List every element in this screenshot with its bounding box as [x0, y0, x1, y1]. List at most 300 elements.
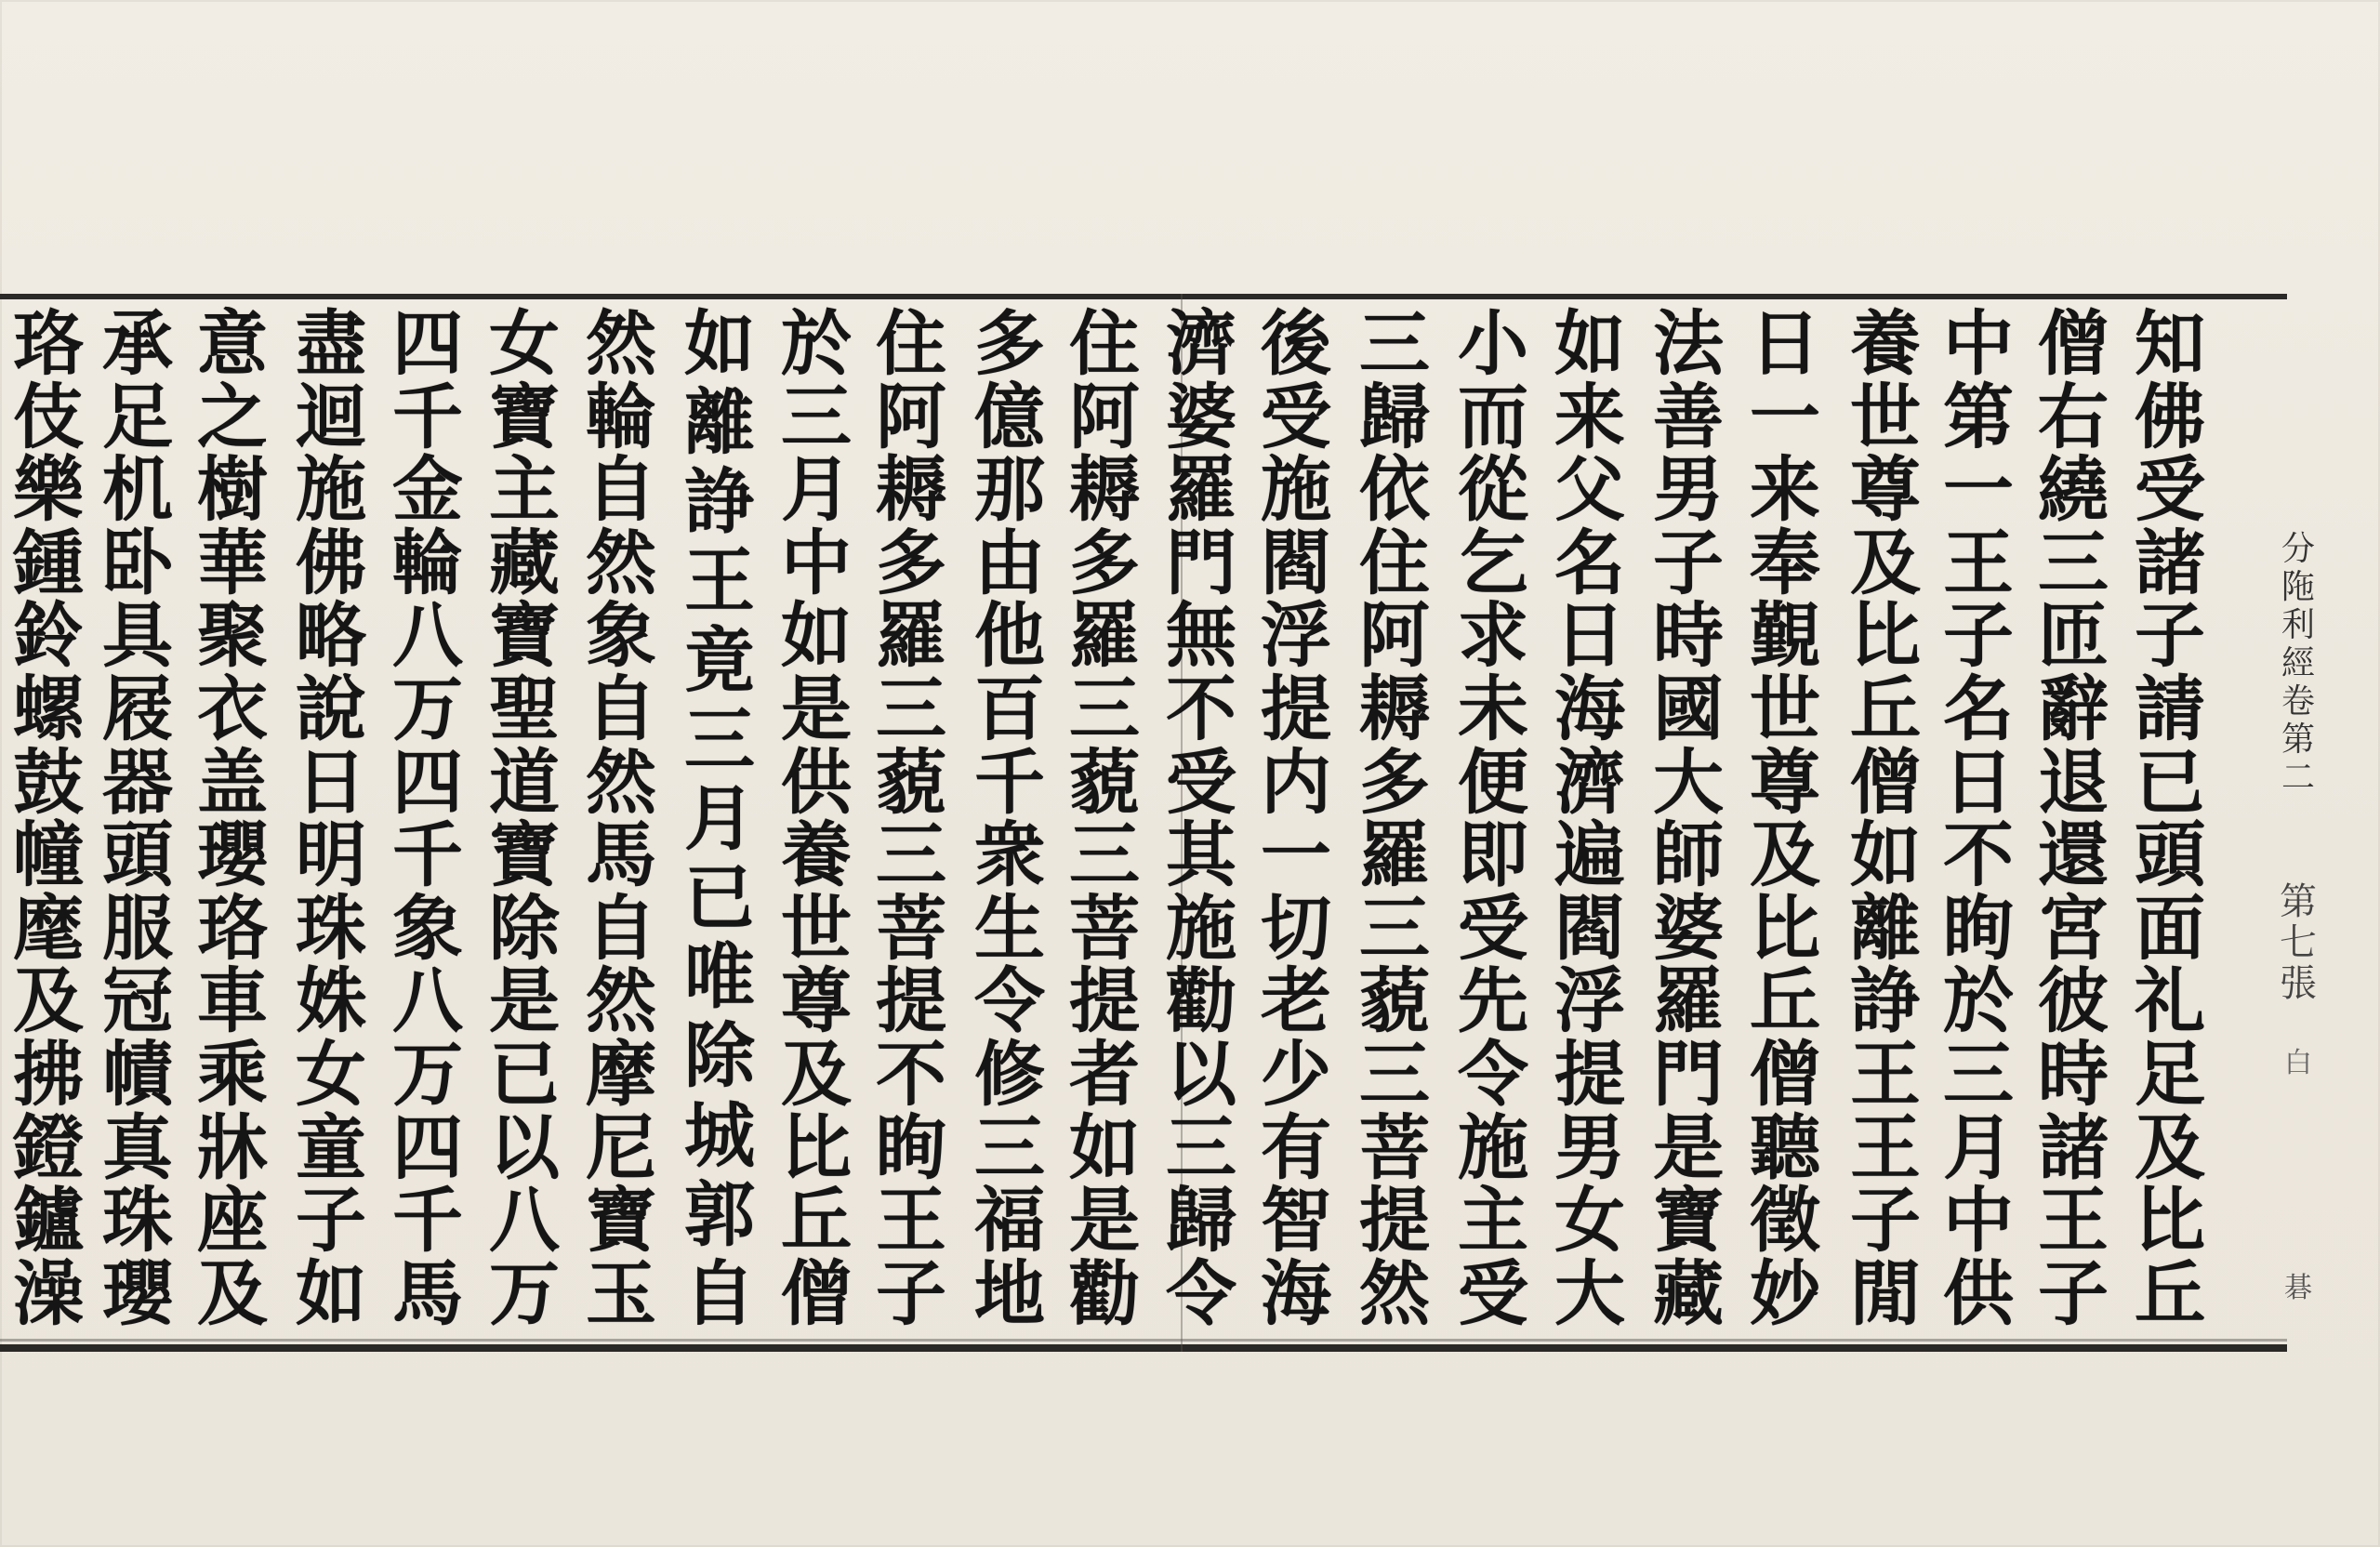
glyph: 珞 — [13, 302, 84, 385]
glyph: 佛 — [296, 521, 366, 604]
margin-sutra-title — [2272, 530, 2324, 797]
glyph: 那 — [974, 448, 1045, 532]
text-column — [863, 302, 959, 1335]
margin-glyph: 卷 — [2281, 682, 2315, 721]
glyph: 藐 — [876, 740, 946, 824]
glyph: 受 — [1261, 375, 1331, 458]
glyph: 三 — [974, 1105, 1045, 1189]
glyph: 地 — [974, 1251, 1045, 1335]
glyph: 丘 — [781, 1179, 852, 1263]
glyph: 三 — [1166, 1105, 1236, 1189]
glyph: 象 — [586, 594, 656, 678]
glyph: 閻 — [1261, 521, 1331, 604]
glyph: 藏 — [489, 521, 560, 604]
glyph: 子 — [876, 1251, 946, 1335]
glyph: 城 — [684, 1093, 755, 1177]
glyph: 女 — [1554, 1179, 1625, 1263]
glyph: 施 — [296, 448, 366, 532]
glyph: 然 — [586, 740, 656, 824]
glyph: 離 — [684, 381, 755, 465]
glyph: 三 — [1359, 302, 1430, 385]
glyph: 受 — [2135, 448, 2205, 532]
text-column — [671, 302, 768, 1335]
glyph: 尊 — [1750, 740, 1820, 824]
glyph: 提 — [1069, 959, 1140, 1043]
glyph: 如 — [684, 302, 755, 385]
glyph: 千 — [392, 375, 463, 458]
glyph: 金 — [392, 448, 463, 532]
glyph: 丘 — [1750, 959, 1820, 1043]
glyph: 佛 — [2135, 375, 2205, 458]
glyph: 王 — [1850, 1033, 1921, 1117]
glyph: 輪 — [392, 521, 463, 604]
margin-notes — [2272, 530, 2324, 1329]
glyph: 比 — [781, 1105, 852, 1189]
glyph: 三 — [1943, 1033, 2014, 1117]
glyph: 乞 — [1458, 521, 1528, 604]
glyph: 諸 — [2135, 521, 2205, 604]
glyph: 他 — [974, 594, 1045, 678]
glyph: 馬 — [392, 1251, 463, 1335]
glyph: 面 — [2135, 886, 2205, 970]
glyph: 令 — [1166, 1251, 1236, 1335]
glyph: 一 — [1750, 375, 1820, 458]
glyph: 諍 — [684, 460, 755, 544]
glyph: 子 — [296, 1179, 366, 1263]
glyph: 閻 — [1554, 886, 1625, 970]
glyph: 比 — [1850, 594, 1921, 678]
glyph: 施 — [1261, 448, 1331, 532]
glyph: 尊 — [1850, 448, 1921, 532]
glyph: 有 — [1261, 1105, 1331, 1189]
margin-glyph: 張 — [2280, 962, 2317, 1005]
glyph: 象 — [392, 886, 463, 970]
glyph: 摩 — [586, 1033, 656, 1117]
glyph: 月 — [781, 448, 852, 532]
margin-glyph: 七 — [2280, 921, 2317, 964]
glyph: 鐙 — [13, 1105, 84, 1189]
glyph: 徵 — [1750, 1179, 1820, 1263]
glyph: 耨 — [1359, 668, 1430, 751]
glyph: 多 — [974, 302, 1045, 385]
text-column — [1445, 302, 1541, 1335]
glyph: 幢 — [13, 813, 84, 897]
glyph: 螺 — [13, 668, 84, 751]
glyph: 盖 — [197, 740, 268, 824]
glyph: 礼 — [2135, 959, 2205, 1043]
glyph: 頭 — [2135, 813, 2205, 897]
glyph: 一 — [1943, 448, 2014, 532]
margin-glyph: 分 — [2281, 530, 2315, 568]
glyph: 已 — [2135, 740, 2205, 824]
glyph: 後 — [1261, 302, 1331, 385]
glyph: 聖 — [489, 668, 560, 751]
glyph: 子 — [1943, 594, 2014, 678]
glyph: 麾 — [13, 886, 84, 970]
glyph: 自 — [684, 1251, 755, 1335]
glyph: 法 — [1653, 302, 1724, 385]
glyph: 真 — [102, 1105, 173, 1189]
text-column — [1056, 302, 1153, 1335]
glyph: 万 — [392, 1033, 463, 1117]
glyph: 意 — [197, 302, 268, 385]
glyph: 修 — [974, 1033, 1045, 1117]
glyph: 覲 — [1750, 594, 1820, 678]
glyph: 令 — [1458, 1033, 1528, 1117]
glyph: 藐 — [1359, 959, 1430, 1043]
glyph: 宮 — [2038, 886, 2109, 970]
glyph: 億 — [974, 375, 1045, 458]
glyph: 馬 — [586, 813, 656, 897]
glyph: 僧 — [2038, 302, 2109, 385]
glyph: 菩 — [1359, 1105, 1430, 1189]
glyph: 世 — [1750, 668, 1820, 751]
glyph: 中 — [781, 521, 852, 604]
glyph: 少 — [1261, 1033, 1331, 1117]
glyph: 還 — [2038, 813, 2109, 897]
glyph: 寶 — [489, 813, 560, 897]
glyph: 中 — [1943, 1179, 2014, 1263]
glyph: 名 — [1554, 521, 1625, 604]
glyph: 辭 — [2038, 668, 2109, 751]
glyph: 從 — [1458, 448, 1528, 532]
margin-glyph: 第 — [2280, 880, 2317, 923]
glyph: 多 — [876, 521, 946, 604]
glyph: 大 — [1653, 740, 1724, 824]
glyph: 三 — [2038, 521, 2109, 604]
glyph: 八 — [489, 1179, 560, 1263]
glyph: 百 — [974, 668, 1045, 751]
glyph: 僧 — [1850, 740, 1921, 824]
glyph: 除 — [489, 886, 560, 970]
glyph: 玉 — [586, 1251, 656, 1335]
glyph: 羅 — [1359, 813, 1430, 897]
glyph: 提 — [876, 959, 946, 1043]
glyph: 海 — [1554, 668, 1625, 751]
glyph: 時 — [2038, 1033, 2109, 1117]
glyph: 彼 — [2038, 959, 2109, 1043]
glyph: 父 — [1554, 448, 1625, 532]
glyph: 即 — [1458, 813, 1528, 897]
glyph: 千 — [392, 1179, 463, 1263]
glyph: 阿 — [1069, 375, 1140, 458]
glyph: 匝 — [2038, 594, 2109, 678]
glyph: 離 — [1850, 886, 1921, 970]
glyph: 日 — [1750, 302, 1820, 385]
printed-text-block — [0, 294, 2287, 1352]
glyph: 幘 — [102, 1033, 173, 1117]
glyph: 伎 — [13, 375, 84, 458]
text-column — [1541, 302, 1638, 1335]
glyph: 机 — [102, 448, 173, 532]
glyph: 智 — [1261, 1179, 1331, 1263]
glyph: 第 — [1943, 375, 2014, 458]
glyph: 老 — [1261, 959, 1331, 1043]
text-column — [1153, 302, 1250, 1335]
glyph: 月 — [1943, 1105, 2014, 1189]
glyph: 及 — [1850, 521, 1921, 604]
glyph: 自 — [586, 668, 656, 751]
glyph: 童 — [296, 1105, 366, 1189]
glyph: 日 — [1943, 740, 2014, 824]
margin-glyph: 利 — [2281, 606, 2315, 645]
glyph: 依 — [1359, 448, 1430, 532]
glyph: 如 — [1850, 813, 1921, 897]
glyph: 三 — [1069, 813, 1140, 897]
glyph: 及 — [13, 959, 84, 1043]
glyph: 無 — [1166, 594, 1236, 678]
glyph: 而 — [1458, 375, 1528, 458]
glyph: 阿 — [876, 375, 946, 458]
glyph: 内 — [1261, 740, 1331, 824]
text-column — [961, 302, 1058, 1335]
glyph: 者 — [1069, 1033, 1140, 1117]
glyph: 門 — [1653, 1033, 1724, 1117]
glyph: 退 — [2038, 740, 2109, 824]
text-column — [184, 302, 281, 1335]
glyph: 中 — [1943, 302, 2014, 385]
text-column — [476, 302, 573, 1335]
glyph: 聽 — [1750, 1105, 1820, 1189]
glyph: 略 — [296, 594, 366, 678]
glyph: 婆 — [1166, 375, 1236, 458]
glyph: 羅 — [1069, 594, 1140, 678]
glyph: 如 — [1554, 302, 1625, 385]
glyph: 尼 — [586, 1105, 656, 1189]
glyph: 華 — [197, 521, 268, 604]
text-column — [1640, 302, 1737, 1335]
glyph: 珠 — [296, 886, 366, 970]
glyph: 王 — [876, 1179, 946, 1263]
glyph: 福 — [974, 1179, 1045, 1263]
glyph: 以 — [489, 1105, 560, 1189]
glyph: 来 — [1554, 375, 1625, 458]
glyph: 住 — [876, 302, 946, 385]
glyph: 衆 — [974, 813, 1045, 897]
glyph: 僧 — [1750, 1033, 1820, 1117]
glyph: 提 — [1554, 1033, 1625, 1117]
glyph: 王 — [684, 539, 755, 623]
glyph: 自 — [586, 448, 656, 532]
glyph: 其 — [1166, 813, 1236, 897]
glyph: 未 — [1458, 668, 1528, 751]
glyph: 先 — [1458, 959, 1528, 1043]
text-column — [89, 302, 186, 1335]
glyph: 施 — [1166, 886, 1236, 970]
glyph: 尊 — [781, 959, 852, 1043]
glyph: 樹 — [197, 448, 268, 532]
glyph: 已 — [489, 1033, 560, 1117]
text-column — [1837, 302, 1934, 1335]
text-column — [2025, 302, 2122, 1335]
glyph: 聚 — [197, 594, 268, 678]
glyph: 知 — [2135, 302, 2205, 385]
glyph: 丘 — [2135, 1251, 2205, 1335]
text-column — [1737, 302, 1833, 1335]
glyph: 令 — [974, 959, 1045, 1043]
glyph: 車 — [197, 959, 268, 1043]
glyph: 濟 — [1554, 740, 1625, 824]
glyph: 供 — [1943, 1251, 2014, 1335]
glyph: 是 — [1069, 1179, 1140, 1263]
glyph: 一 — [1261, 813, 1331, 897]
glyph: 羅 — [1653, 959, 1724, 1043]
glyph: 竟 — [684, 618, 755, 702]
glyph: 如 — [781, 594, 852, 678]
glyph: 自 — [586, 886, 656, 970]
glyph: 女 — [296, 1033, 366, 1117]
glyph: 三 — [1069, 668, 1140, 751]
glyph: 瓔 — [102, 1251, 173, 1335]
glyph: 是 — [781, 668, 852, 751]
glyph: 衣 — [197, 668, 268, 751]
glyph: 僧 — [781, 1251, 852, 1335]
margin-leaf-number — [2272, 881, 2324, 1004]
margin-white-mark: 白 — [2284, 1047, 2312, 1079]
glyph: 器 — [102, 740, 173, 824]
glyph: 切 — [1261, 886, 1331, 970]
glyph: 多 — [1069, 521, 1140, 604]
glyph: 寶 — [489, 594, 560, 678]
glyph: 及 — [1750, 813, 1820, 897]
glyph: 王 — [2038, 1179, 2109, 1263]
glyph: 主 — [489, 448, 560, 532]
margin-glyph: 經 — [2281, 644, 2315, 683]
glyph: 主 — [1458, 1179, 1528, 1263]
glyph: 住 — [1069, 302, 1140, 385]
glyph: 月 — [684, 776, 755, 860]
glyph: 菩 — [1069, 886, 1140, 970]
glyph: 受 — [1458, 1251, 1528, 1335]
bottom-frame-line — [0, 1344, 2287, 1352]
glyph: 冠 — [102, 959, 173, 1043]
glyph: 養 — [781, 813, 852, 897]
text-column — [0, 302, 97, 1335]
glyph: 万 — [489, 1251, 560, 1335]
glyph: 是 — [489, 959, 560, 1043]
glyph: 日 — [1554, 594, 1625, 678]
glyph: 頭 — [102, 813, 173, 897]
glyph: 唯 — [684, 935, 755, 1019]
glyph: 耨 — [876, 448, 946, 532]
glyph: 藐 — [1069, 740, 1140, 824]
glyph: 由 — [974, 521, 1045, 604]
glyph: 不 — [876, 1033, 946, 1117]
glyph: 羅 — [876, 594, 946, 678]
glyph: 菩 — [876, 886, 946, 970]
text-column — [379, 302, 476, 1335]
glyph: 明 — [296, 813, 366, 897]
glyph: 施 — [1458, 1105, 1528, 1189]
text-column — [1248, 302, 1344, 1335]
glyph: 說 — [296, 668, 366, 751]
glyph: 鼓 — [13, 740, 84, 824]
glyph: 如 — [296, 1251, 366, 1335]
glyph: 四 — [392, 302, 463, 385]
glyph: 四 — [392, 740, 463, 824]
glyph: 子 — [2135, 594, 2205, 678]
glyph: 及 — [197, 1251, 268, 1335]
glyph: 三 — [684, 697, 755, 781]
glyph: 比 — [1750, 886, 1820, 970]
glyph: 不 — [1166, 668, 1236, 751]
glyph: 諍 — [1850, 959, 1921, 1043]
glyph: 世 — [1850, 375, 1921, 458]
margin-carver-mark: 碁 — [2284, 1272, 2312, 1304]
glyph: 多 — [1359, 740, 1430, 824]
glyph: 然 — [586, 959, 656, 1043]
glyph: 子 — [2038, 1251, 2109, 1335]
glyph: 樂 — [13, 448, 84, 532]
glyph: 小 — [1458, 302, 1528, 385]
glyph: 王 — [1943, 521, 2014, 604]
glyph: 請 — [2135, 668, 2205, 751]
glyph: 求 — [1458, 594, 1528, 678]
text-column — [1930, 302, 2027, 1335]
glyph: 三 — [781, 375, 852, 458]
glyph: 来 — [1750, 448, 1820, 532]
glyph: 浮 — [1261, 594, 1331, 678]
glyph: 道 — [489, 740, 560, 824]
glyph: 足 — [102, 375, 173, 458]
glyph: 浮 — [1554, 959, 1625, 1043]
glyph: 善 — [1653, 375, 1724, 458]
glyph: 奉 — [1750, 521, 1820, 604]
glyph: 住 — [1359, 521, 1430, 604]
glyph: 寶 — [489, 375, 560, 458]
glyph: 郭 — [684, 1172, 755, 1256]
glyph: 提 — [1261, 668, 1331, 751]
glyph: 婆 — [1653, 886, 1724, 970]
glyph: 輪 — [586, 375, 656, 458]
glyph: 藏 — [1653, 1251, 1724, 1335]
glyph: 如 — [1069, 1105, 1140, 1189]
glyph: 寶 — [1653, 1179, 1724, 1263]
glyph: 子 — [1653, 521, 1724, 604]
glyph: 濟 — [1166, 302, 1236, 385]
glyph: 諸 — [2038, 1105, 2109, 1189]
glyph: 座 — [197, 1179, 268, 1263]
glyph: 歸 — [1166, 1179, 1236, 1263]
glyph: 受 — [1166, 740, 1236, 824]
margin-glyph: 二 — [2281, 759, 2315, 798]
glyph: 閒 — [1850, 1251, 1921, 1335]
text-column — [2122, 302, 2218, 1335]
glyph: 於 — [1943, 959, 2014, 1043]
glyph: 瓔 — [197, 813, 268, 897]
glyph: 提 — [1359, 1179, 1430, 1263]
margin-glyph: 第 — [2281, 721, 2315, 760]
top-frame-line — [0, 294, 2287, 299]
glyph: 子 — [1850, 1179, 1921, 1263]
glyph: 妙 — [1750, 1251, 1820, 1335]
glyph: 女 — [489, 302, 560, 385]
glyph: 三 — [1359, 1033, 1430, 1117]
glyph: 國 — [1653, 668, 1724, 751]
glyph: 供 — [781, 740, 852, 824]
glyph: 受 — [1458, 886, 1528, 970]
glyph: 足 — [2135, 1033, 2205, 1117]
glyph: 於 — [781, 302, 852, 385]
glyph: 三 — [876, 813, 946, 897]
glyph: 四 — [392, 1105, 463, 1189]
glyph: 丘 — [1850, 668, 1921, 751]
glyph: 服 — [102, 886, 173, 970]
glyph: 澡 — [13, 1251, 84, 1335]
text-column — [573, 302, 669, 1335]
glyph: 拂 — [13, 1033, 84, 1117]
glyph: 日 — [296, 740, 366, 824]
